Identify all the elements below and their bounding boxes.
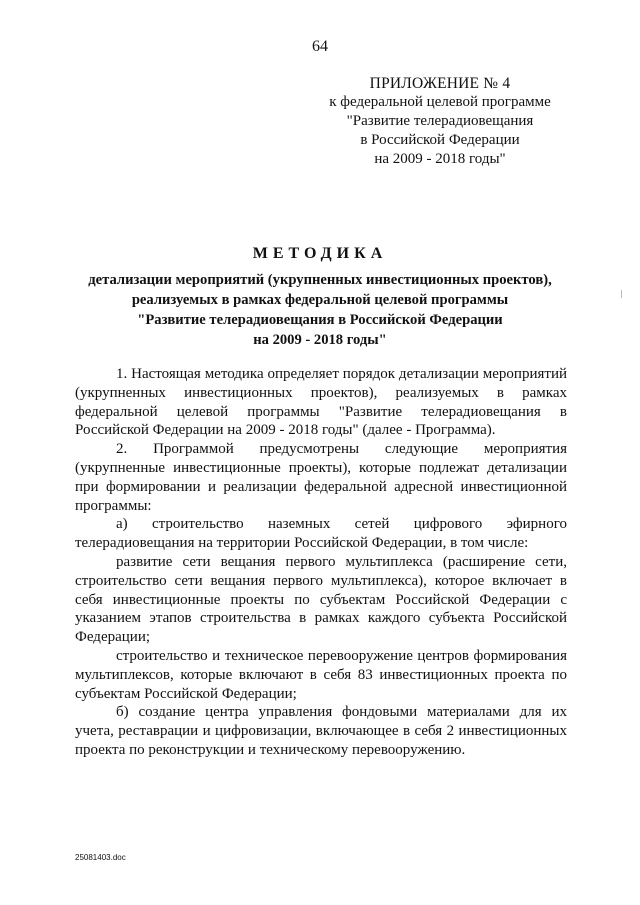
- paragraph: б) создание центра управления фондовыми материалами для их учета, реставрации и цифровизации, включающее в себя 2 инвестиционных проекта по реконструкции и техническому перевооружению.: [75, 704, 567, 758]
- paragraph: 2. Программой предусмотрены следующие мероприятия (укрупненные инвестиционные проекты), которые подлежат детализации при формировании и реализации федеральной адресной инвестиционной программы:: [75, 441, 567, 514]
- document-subtitle: [60, 270, 580, 350]
- paragraph: развитие сети вещания первого мультиплекса (расширение сети, строительство сети вещания первого мультиплекса), которое включает в себя инвестиционные проекты по субъектам Российской Федерации с указанием этапов строительства в рамках каждого субъекта Российской Федерации;: [75, 553, 567, 646]
- scan-artifact: [621, 290, 622, 298]
- appendix-heading: ПРИЛОЖЕНИЕ № 4: [369, 75, 511, 92]
- page-number: 64: [312, 38, 328, 55]
- document-title: МЕТОДИКА: [252, 245, 388, 262]
- subtitle-line: "Развитие телерадиовещания в Российской Федерации: [137, 312, 503, 328]
- appendix-block: [300, 74, 580, 169]
- paragraph: строительство и техническое перевооружение центров формирования мультиплексов, которые включают в себя 83 инвестиционных проекта по субъектам Российской Федерации;: [75, 647, 567, 702]
- paragraph: а) строительство наземных сетей цифрового эфирного телерадиовещания на территории Российской Федерации, в том числе:: [75, 516, 567, 552]
- paragraph: 1. Настоящая методика определяет порядок детализации мероприятий (укрупненных инвестиционных проектов), реализуемых в рамках федеральной целевой программы "Развитие телерадиовещания в Российской Федерации на 2009 - 2018 годы" (далее - Программа).: [75, 366, 567, 439]
- subtitle-line: на 2009 - 2018 годы": [253, 332, 387, 348]
- document-body: [75, 365, 567, 760]
- appendix-line: к федеральной целевой программе: [329, 94, 551, 110]
- appendix-line: в Российской Федерации: [360, 132, 520, 148]
- appendix-line: "Развитие телерадиовещания: [346, 113, 534, 129]
- file-name-footer: 25081403.doc: [75, 853, 126, 862]
- subtitle-line: реализуемых в рамках федеральной целевой программы: [131, 292, 509, 308]
- subtitle-line: детализации мероприятий (укрупненных инвестиционных проектов),: [88, 272, 552, 288]
- appendix-line: на 2009 - 2018 годы": [374, 151, 506, 167]
